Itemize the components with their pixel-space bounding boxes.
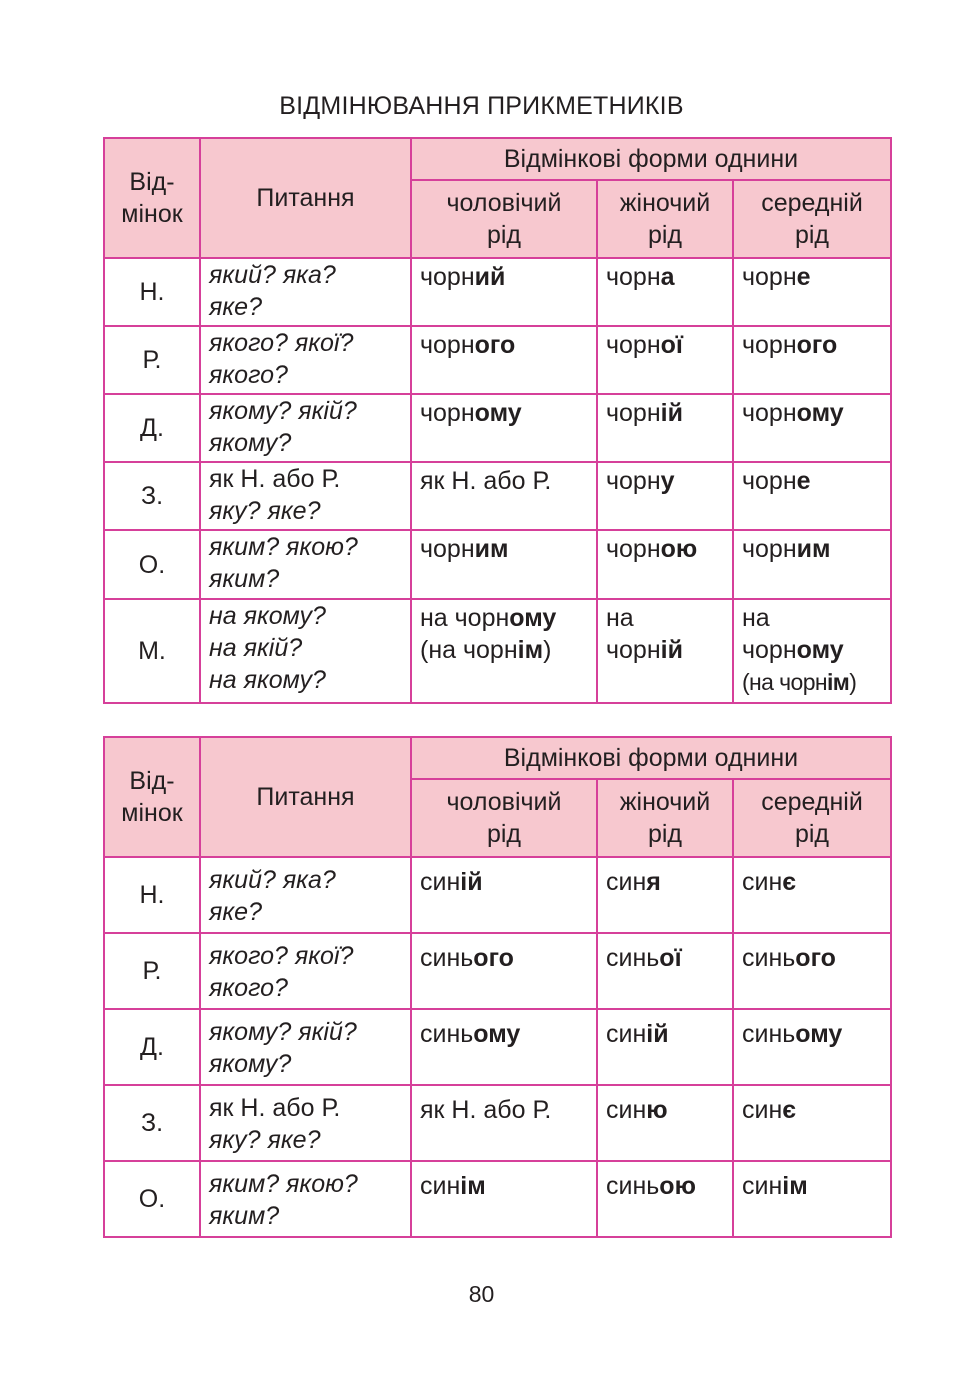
- header-feminine: жіночий рід: [597, 180, 733, 258]
- case-label: О.: [104, 1161, 200, 1237]
- feminine-form: чорної: [597, 326, 733, 394]
- feminine-form: чорній: [597, 394, 733, 462]
- feminine-form: чорна: [597, 258, 733, 326]
- feminine-form: чорною: [597, 530, 733, 599]
- feminine-form: синьої: [597, 933, 733, 1009]
- neuter-form: синє: [733, 857, 891, 933]
- case-question: якому? якій? якому?: [200, 394, 411, 462]
- neuter-form: чорним: [733, 530, 891, 599]
- table-row: [104, 857, 891, 933]
- masculine-form: чорного: [411, 326, 597, 394]
- header-masculine: чоловічий рід: [411, 779, 597, 857]
- table-row: [104, 394, 891, 462]
- neuter-form: синього: [733, 933, 891, 1009]
- case-label: Д.: [104, 1009, 200, 1085]
- case-question: який? яка? яке?: [200, 258, 411, 326]
- table-row: [104, 599, 891, 703]
- masculine-form: синього: [411, 933, 597, 1009]
- case-label: Д.: [104, 394, 200, 462]
- masculine-form: чорний: [411, 258, 597, 326]
- case-question: якого? якої? якого?: [200, 326, 411, 394]
- neuter-form: синє: [733, 1085, 891, 1161]
- header-masculine: чоловічий рід: [411, 180, 597, 258]
- case-question: яким? якою? яким?: [200, 530, 411, 599]
- neuter-form: синьому: [733, 1009, 891, 1085]
- case-question: на якому? на якій? на якому?: [200, 599, 411, 703]
- feminine-form: на чорній: [597, 599, 733, 703]
- page-title: ВІДМІНЮВАННЯ ПРИКМЕТНИКІВ: [279, 92, 684, 120]
- header-neuter: середній рід: [733, 779, 891, 857]
- neuter-form: чорне: [733, 462, 891, 530]
- masculine-form: синім: [411, 1161, 597, 1237]
- table-row: [104, 1009, 891, 1085]
- feminine-form: чорну: [597, 462, 733, 530]
- masculine-form: як Н. або Р.: [411, 462, 597, 530]
- table-row: [104, 462, 891, 530]
- masculine-form: як Н. або Р.: [411, 1085, 597, 1161]
- feminine-form: синю: [597, 1085, 733, 1161]
- neuter-form: на чорному (на чорнім): [733, 599, 891, 703]
- declension-table-syniy: [103, 736, 892, 1238]
- header-question: Питання: [200, 737, 411, 857]
- case-label: М.: [104, 599, 200, 703]
- declension-table-chornyi: [103, 137, 892, 704]
- neuter-form: чорного: [733, 326, 891, 394]
- table-row: [104, 933, 891, 1009]
- case-question: як Н. або Р. яку? яке?: [200, 1085, 411, 1161]
- case-label: О.: [104, 530, 200, 599]
- table-row: [104, 326, 891, 394]
- case-question: який? яка? яке?: [200, 857, 411, 933]
- table-row: [104, 258, 891, 326]
- case-question: якого? якої? якого?: [200, 933, 411, 1009]
- feminine-form: синьою: [597, 1161, 733, 1237]
- page-number: 80: [468, 1281, 495, 1307]
- table-row: [104, 1085, 891, 1161]
- table-row: [104, 1161, 891, 1237]
- case-label: Р.: [104, 933, 200, 1009]
- case-label: Н.: [104, 258, 200, 326]
- header-row-1: [104, 138, 891, 180]
- neuter-form: чорне: [733, 258, 891, 326]
- header-feminine: жіночий рід: [597, 779, 733, 857]
- header-neuter: середній рід: [733, 180, 891, 258]
- feminine-form: синій: [597, 1009, 733, 1085]
- header-case: Від- мінок: [104, 138, 200, 258]
- neuter-form: синім: [733, 1161, 891, 1237]
- case-label: Р.: [104, 326, 200, 394]
- neuter-form: чорному: [733, 394, 891, 462]
- masculine-form: синій: [411, 857, 597, 933]
- case-question: яким? якою? яким?: [200, 1161, 411, 1237]
- case-question: як Н. або Р. яку? яке?: [200, 462, 411, 530]
- feminine-form: синя: [597, 857, 733, 933]
- header-question: Питання: [200, 138, 411, 258]
- header-case: Від- мінок: [104, 737, 200, 857]
- case-label: Н.: [104, 857, 200, 933]
- masculine-form: чорним: [411, 530, 597, 599]
- table-row: [104, 530, 891, 599]
- header-group: Відмінкові форми однини: [411, 737, 891, 779]
- header-group: Відмінкові форми однини: [411, 138, 891, 180]
- case-question: якому? якій? якому?: [200, 1009, 411, 1085]
- header-row-1: [104, 737, 891, 779]
- masculine-form: на чорному (на чорнім): [411, 599, 597, 703]
- masculine-form: синьому: [411, 1009, 597, 1085]
- case-label: З.: [104, 1085, 200, 1161]
- masculine-form: чорному: [411, 394, 597, 462]
- case-label: З.: [104, 462, 200, 530]
